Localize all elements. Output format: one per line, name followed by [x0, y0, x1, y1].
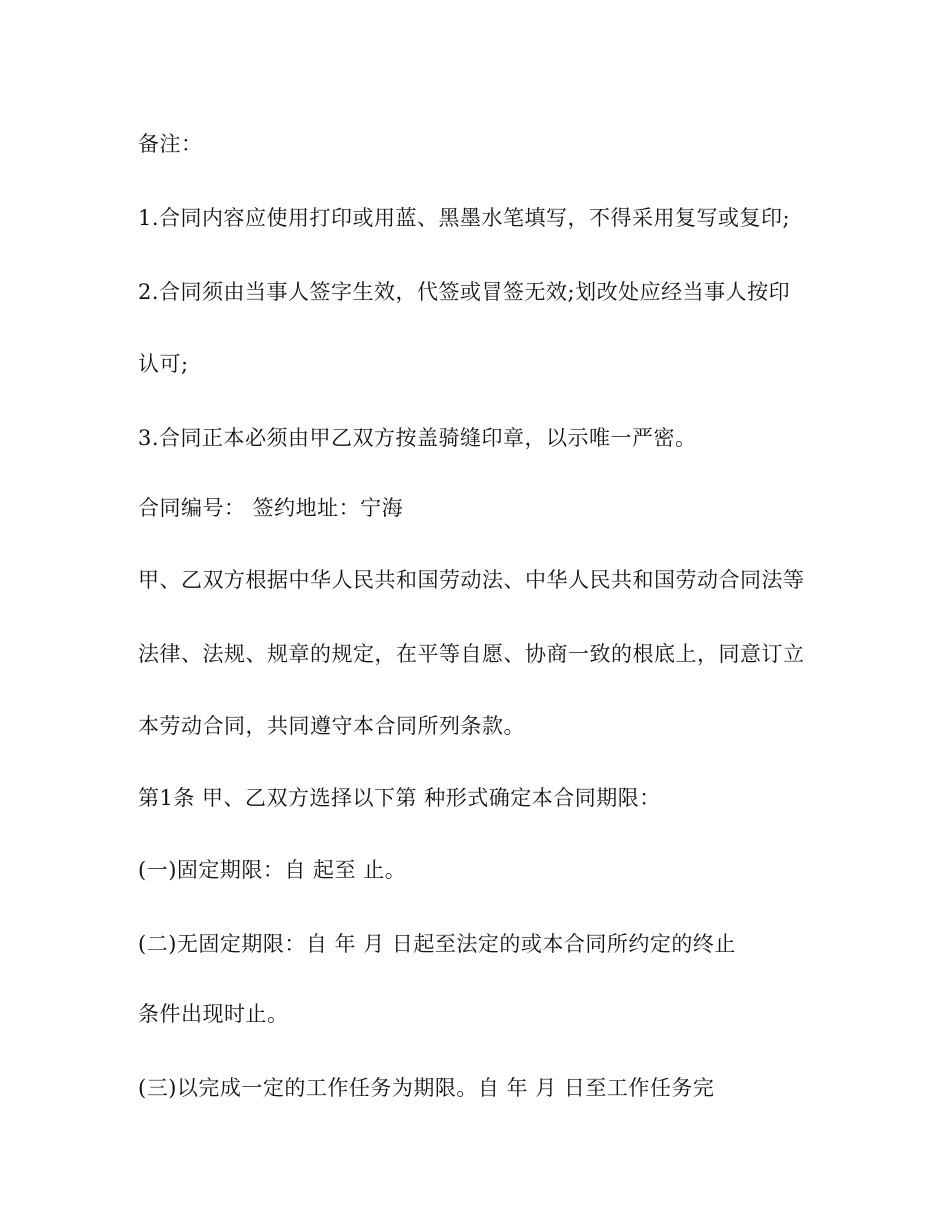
- term-option-2: (二)无固定期限：自 年 月 日起至法定的或本合同所约定的终止: [138, 932, 736, 956]
- article-1-heading: 第1条 甲、乙双方选择以下第 种形式确定本合同期限：: [138, 786, 661, 810]
- term-option-1: (一)固定期限：自 起至 止。: [138, 858, 407, 882]
- remark-item-3: 3.合同正本必须由甲乙双方按盖骑缝印章，以示唯一严密。: [138, 426, 697, 450]
- preamble-line-1: 甲、乙双方根据中华人民共和国劳动法、中华人民共和国劳动合同法等: [138, 568, 805, 592]
- term-option-2-continued: 条件出现时止。: [138, 1002, 289, 1026]
- remark-item-2: 2.合同须由当事人签字生效，代签或冒签无效;划改处应经当事人按印: [138, 280, 791, 304]
- term-option-3: (三)以完成一定的工作任务为期限。自 年 月 日至工作任务完: [138, 1076, 715, 1100]
- preamble-line-3: 本劳动合同，共同遵守本合同所列条款。: [138, 714, 525, 738]
- remark-item-2-continued: 认可;: [138, 352, 189, 376]
- contract-number-and-address: 合同编号： 签约地址：宁海: [138, 496, 404, 520]
- preamble-line-2: 法律、法规、规章的规定，在平等自愿、协商一致的根底上，同意订立: [138, 642, 805, 666]
- remark-item-1: 1.合同内容应使用打印或用蓝、黑墨水笔填写，不得采用复写或复印;: [138, 206, 791, 230]
- remarks-heading: 备注：: [138, 132, 203, 156]
